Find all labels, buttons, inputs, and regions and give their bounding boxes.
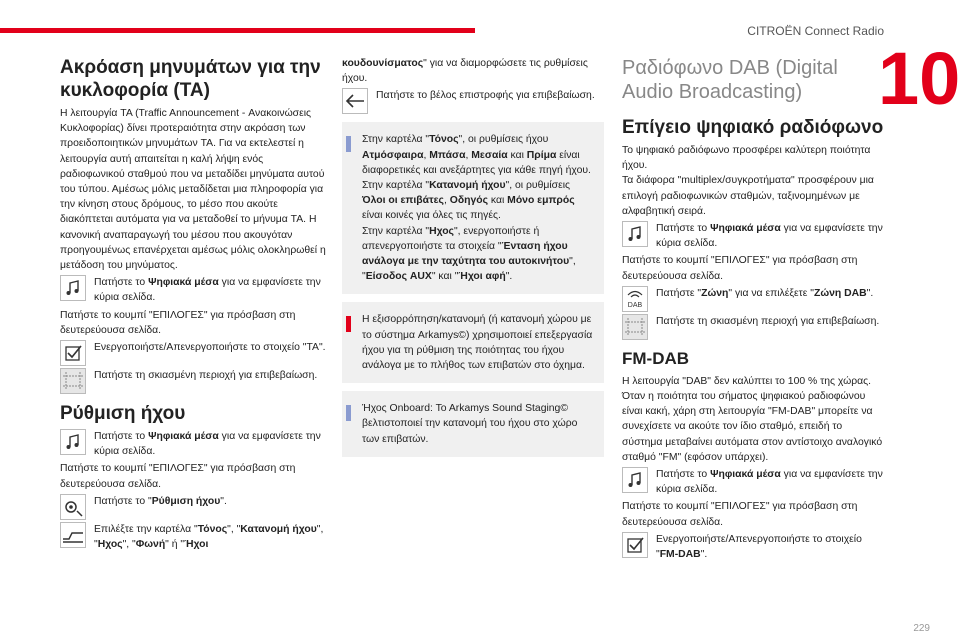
step-text: " για να διαμορφώσετε τις ρυθμίσεις ήχου. <box>342 58 588 85</box>
step-bold: Ήχοι <box>184 539 209 551</box>
header-accent-bar <box>0 28 475 33</box>
step-text: ". <box>220 495 227 507</box>
step-text: Πατήστε τη σκιασμένη περιοχή για επιβεβαίωση. <box>94 370 318 382</box>
info-text: και <box>507 149 527 161</box>
step-bold: FM-DAB <box>659 549 701 561</box>
tab-select-icon <box>60 522 86 548</box>
column-1 <box>60 56 328 554</box>
info-text: Ήχος Onboard: To Arkamys Sound Staging© βελτιστοποιεί την κατανομή του ήχου στο χώρο των επιβατών. <box>362 403 578 445</box>
header-title: CITROËN Connect Radio <box>747 24 884 38</box>
step-bold: Ζώνη DAB <box>814 287 867 299</box>
step-text: ", " <box>122 539 136 551</box>
step-text: ", " <box>94 523 324 551</box>
info-bold: Ήχοι αφή <box>458 271 506 283</box>
warning-icon <box>346 316 351 332</box>
step-text: ", " <box>227 523 241 535</box>
step-confirm <box>60 368 328 394</box>
step-bold: Τόνος <box>197 523 228 535</box>
step-text: " για να επιλέξετε " <box>728 287 814 299</box>
info-text: " και " <box>431 271 459 283</box>
music-note-icon <box>622 467 648 493</box>
paragraph-multiplex: Τα διάφορα "multiplex/συγκροτήματα" προσφέρουν μια επιλογή ραδιοφωνικών σταθμών, ταξινομημένων με αλφαβητική σειρά. <box>622 175 874 217</box>
info-box-tone <box>342 122 604 294</box>
step-band <box>622 286 884 312</box>
shaded-area-icon <box>60 368 86 394</box>
shaded-area-icon <box>622 314 648 340</box>
info-text: , <box>465 149 472 161</box>
chapter-number: 10 <box>878 37 960 120</box>
info-bold: Ένταση ήχου ανάλογα με την ταχύτητα του αυτοκινήτου <box>362 240 570 268</box>
column-2 <box>342 56 604 465</box>
step-text: ". <box>700 549 708 561</box>
heading-terrestrial-digital: Επίγειο ψηφιακό ραδιόφωνο <box>622 117 884 138</box>
step-bold: Κατανομή ήχου <box>240 523 317 535</box>
step-options-text: Πατήστε το κουμπί "ΕΠΙΛΟΓΕΣ" για πρόσβαση στη δευτερεύουσα σελίδα. <box>60 463 296 490</box>
step-text: Πατήστε το <box>656 469 711 481</box>
heading-sound-settings: Ρύθμιση ήχου <box>60 403 186 425</box>
step-digital-media <box>60 429 328 459</box>
checkbox-icon <box>60 340 86 366</box>
info-icon <box>346 405 351 421</box>
step-bold: Ψηφιακά μέσα <box>148 277 219 289</box>
step-text: ". <box>866 287 874 299</box>
step-text: για να εμφανίσετε την κύρια σελίδα. <box>656 223 883 250</box>
step-bold: Ψηφιακά μέσα <box>710 223 781 235</box>
info-bold: Είσοδος AUX <box>365 271 432 283</box>
step-text: Πατήστε το <box>94 277 149 289</box>
info-text: ", οι ρυθμίσεις ήχου <box>458 134 549 146</box>
info-text: Στην καρτέλα " <box>362 225 430 237</box>
step-options-text: Πατήστε το κουμπί "ΕΠΙΛΟΓΕΣ" για πρόσβαση στη δευτερεύουσα σελίδα. <box>622 255 858 282</box>
dab-icon-label: DAB <box>627 301 643 309</box>
info-text: , <box>423 149 430 161</box>
music-note-icon <box>622 221 648 247</box>
dab-radio-icon <box>622 286 648 312</box>
step-options-text: Πατήστε το κουμπί "ΕΠΙΛΟΓΕΣ" για πρόσβαση στη δευτερεύουσα σελίδα. <box>622 501 858 528</box>
step-bold: κουδουνίσματος <box>342 58 424 69</box>
step-toggle-ta <box>60 340 328 366</box>
step-bold: Ηχος <box>97 539 123 551</box>
step-toggle-fm-dab <box>622 532 884 562</box>
step-text: για να εμφανίσετε την κύρια σελίδα. <box>94 431 321 458</box>
step-digital-media <box>60 275 328 305</box>
info-text: , <box>443 195 450 207</box>
settings-gear-icon <box>60 494 86 520</box>
info-bold: Μεσαία <box>471 149 508 161</box>
step-bold: Ψηφιακά μέσα <box>710 469 781 481</box>
info-bold: Οδηγός <box>449 195 488 207</box>
heading-traffic-announcement: Ακρόαση μηνυμάτων για την κυκλοφορία (TA) <box>60 57 321 101</box>
step-text: Ενεργοποιήστε/Απενεργοποιήστε το στοιχείο "TA". <box>94 342 326 354</box>
heading-fm-dab: FM-DAB <box>622 348 690 368</box>
ta-paragraph: Η λειτουργία TA (Traffic Announcement - Ανακοινώσεις Κυκλοφορίας) δίνει προτεραιότητα στην ακρόαση των προειδοποιητικών μηνυμάτων TA. Για να εκτελεστεί η λειτουργία αυτή απαιτείται η καλή λήψη ενός ραδιοφωνικού σταθμού που να μεταδίδει μηνύματα αυτού του τύπου. Αμέσως μόλις μεταδίδεται μια πληροφορία για την κίνηση στους δρόμους, το μέσο που ακούτε διακόπτεται αυτόματα για να μεταδοθεί το μήνυμα TA. Η κανονική αναπαραγωγή του μέσου που ακουγόταν προηγουμένως επανέρχεται αμέσως μόλις ολοκληρωθεί η μετάδοση του μηνύματος. <box>60 108 326 272</box>
checkbox-icon <box>622 532 648 558</box>
step-bold: Ψηφιακά μέσα <box>148 431 219 443</box>
info-bold: Κατανομή ήχου <box>429 180 506 192</box>
paragraph-fm-dab: Η λειτουργία "DAB" δεν καλύπτει το 100 % της χώρας. Όταν η ποιότητα του σήματος ψηφιακού ραδιοφώνου είναι κακή, χάρη στη λειτουργία "FM-DAB" μπορείτε να συνεχίσετε να ακούτε τον ίδιο σταθμό, επειδή το σύστημα μεταβαίνει αυτόματα στον αντίστοιχο αναλογικό σταθμό "FM" (εφόσον υπάρχει). <box>622 375 883 463</box>
info-bold: Όλοι οι επιβάτες <box>362 195 444 207</box>
info-text: και <box>488 195 508 207</box>
info-text: ", ενεργοποιήστε ή απενεργοποιήστε τα στοιχεία " <box>362 225 540 252</box>
step-digital-media <box>622 221 884 251</box>
step-text: για να εμφανίσετε την κύρια σελίδα. <box>656 469 883 496</box>
page-number: 229 <box>913 623 930 634</box>
paragraph-quality: Το ψηφιακό ραδιόφωνο προσφέρει καλύτερη ποιότητα ήχου. <box>622 145 871 172</box>
info-box-onboard <box>342 391 604 457</box>
step-text: Πατήστε το " <box>94 495 152 507</box>
step-text: Πατήστε το <box>94 431 149 443</box>
step-text: Πατήστε το <box>656 223 711 235</box>
warning-text: Η εξισορρόπηση/κατανομή (ή κατανομή χώρου με το σύστημα Arkamys©) χρησιμοποιεί επεξεργασία ήχου για τη ρύθμιση της ποιότητας του ήχου ανάλογα με το πλήθος των επιβατών στο όχημα. <box>362 314 593 372</box>
step-select-tab <box>60 522 328 552</box>
step-text: Πατήστε το βέλος επιστροφής για επιβεβαίωση. <box>376 90 595 102</box>
info-text: ". <box>505 271 513 283</box>
column-3 <box>622 56 884 564</box>
step-bold: Ρύθμιση ήχου <box>151 495 221 507</box>
music-note-icon <box>60 429 86 455</box>
info-text: είναι διαφορετικές και ανεξάρτητες για κάθε πηγή ήχου. <box>362 149 591 176</box>
info-text: ", οι ρυθμίσεις <box>505 180 571 192</box>
warning-box-arkamys <box>342 302 604 383</box>
step-sound-settings <box>60 494 328 520</box>
step-bold: Φωνή <box>135 539 166 551</box>
info-bold: Τόνος <box>429 134 459 146</box>
step-digital-media <box>622 467 884 497</box>
info-text: ", " <box>362 256 576 283</box>
step-bold: Ζώνη <box>701 287 729 299</box>
section-title-dab: Ραδιόφωνο DAB (Digital Audio Broadcasting) <box>622 57 838 103</box>
step-text: " ή " <box>165 539 185 551</box>
step-text: Ενεργοποιήστε/Απενεργοποιήστε το στοιχείο " <box>656 533 862 561</box>
info-bold: Μόνο εμπρός <box>507 195 575 207</box>
step-options-text: Πατήστε το κουμπί "ΕΠΙΛΟΓΕΣ" για πρόσβαση στη δευτερεύουσα σελίδα. <box>60 309 296 336</box>
step-text: Επιλέξτε την καρτέλα " <box>94 523 198 535</box>
back-arrow-icon <box>342 88 368 114</box>
music-note-icon <box>60 275 86 301</box>
info-text: Στην καρτέλα " <box>362 134 430 146</box>
step-confirm <box>622 314 884 340</box>
info-icon <box>346 136 351 152</box>
step-text: Πατήστε " <box>656 287 702 299</box>
info-bold: Ατμόσφαιρα <box>362 149 424 161</box>
info-bold: Πρίμα <box>526 149 557 161</box>
step-text: Πατήστε τη σκιασμένη περιοχή για επιβεβαίωση. <box>656 315 880 327</box>
continued-text <box>342 56 604 86</box>
info-text: είναι κοινές για όλες τις πηγές. <box>362 210 501 222</box>
info-bold: Μπάσα <box>429 149 466 161</box>
step-text: για να εμφανίσετε την κύρια σελίδα. <box>94 277 321 304</box>
step-back-confirm <box>342 88 604 114</box>
info-text: Στην καρτέλα " <box>362 180 430 192</box>
info-bold: Ηχος <box>429 225 454 237</box>
